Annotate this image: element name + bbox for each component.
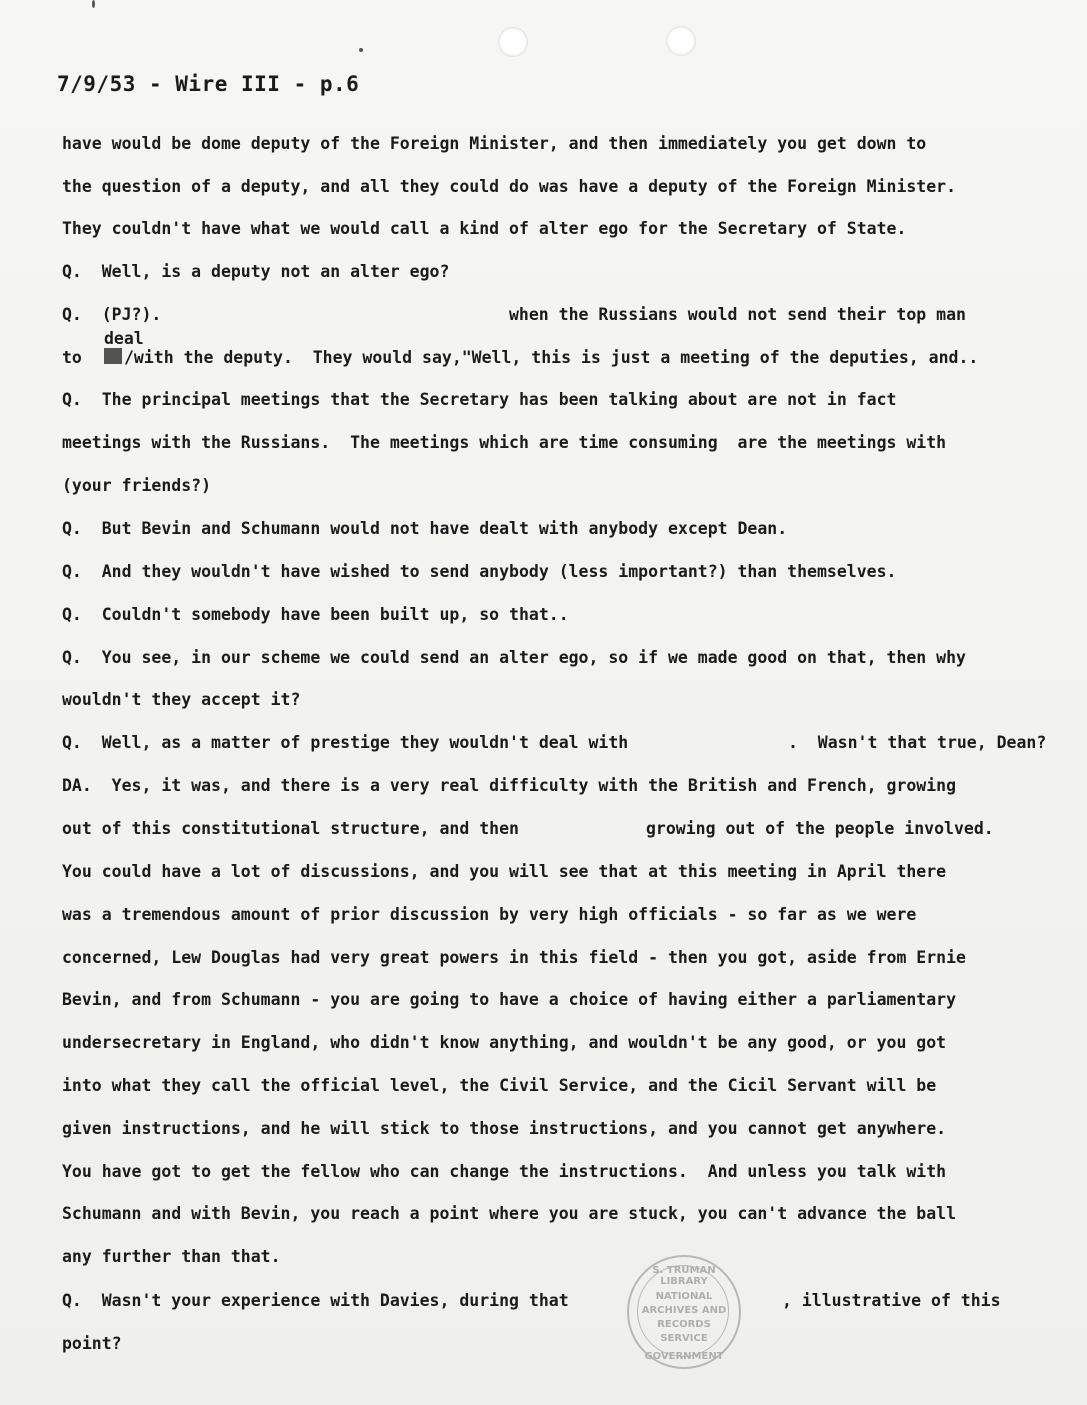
text-line: /with the deputy. They would say,"Well, this is just a meeting of the deputies, and.. (124, 348, 979, 367)
text-line: when the Russians would not send their top man (509, 305, 966, 324)
text-line: Q. The principal meetings that the Secretary has been talking about are not in fact (62, 390, 897, 409)
text-line: given instructions, and he will stick to those instructions, and you cannot get anywhere. (62, 1119, 947, 1138)
text-line: (your friends?) (62, 476, 212, 495)
text-line: Q. Couldn't somebody have been built up, so that.. (62, 605, 569, 624)
text-line: , illustrative of this (782, 1291, 1001, 1310)
text-line: into what they call the official level, the Civil Service, and the Cicil Servant will be (62, 1076, 937, 1095)
text-line: Q. But Bevin and Schumann would not have dealt with anybody except Dean. (62, 519, 788, 538)
text-line: undersecretary in England, who didn't know anything, and wouldn't be any good, or you got (62, 1033, 947, 1052)
stamp-text: NATIONAL (655, 1291, 713, 1302)
text-line: You have got to get the fellow who can change the instructions. And unless you talk with (62, 1162, 947, 1181)
text-line: Q. Well, as a matter of prestige they wouldn't deal with (62, 733, 629, 752)
ink-speck (359, 48, 363, 52)
text-line: to (62, 348, 82, 367)
text-line: was a tremendous amount of prior discussion by very high officials - so far as we were (62, 905, 917, 924)
text-line: You could have a lot of discussions, and you will see that at this meeting in April there (62, 862, 947, 881)
text-line: . Wasn't that true, Dean? (788, 733, 1047, 752)
stamp-text: ARCHIVES AND (641, 1305, 727, 1316)
text-line: Q. Well, is a deputy not an alter ego? (62, 262, 450, 281)
text-line: concerned, Lew Douglas had very great powers in this field - then you got, aside from Ernie (62, 948, 966, 967)
stamp-text: RECORDS (657, 1319, 711, 1330)
archive-stamp (627, 1255, 741, 1369)
text-line: wouldn't they accept it? (62, 690, 301, 709)
text-line: Q. (PJ?). (62, 305, 162, 324)
text-line: DA. Yes, it was, and there is a very real difficulty with the British and French, growing (62, 776, 957, 795)
punch-hole (666, 26, 696, 56)
text-line: the question of a deputy, and all they could do was have a deputy of the Foreign Minister. (62, 177, 957, 196)
ink-speck (92, 0, 95, 8)
interlinear-insertion: deal (104, 329, 144, 348)
strikeout-mark (104, 348, 122, 364)
stamp-text: S. TRUMAN LIBRARY (652, 1265, 716, 1287)
text-line: Q. And they wouldn't have wished to send anybody (less important?) than themselves. (62, 562, 897, 581)
text-line: Q. You see, in our scheme we could send an alter ego, so if we made good on that, then why (62, 648, 966, 667)
stamp-text: GOVERNMENT (644, 1351, 724, 1362)
punch-hole (498, 27, 528, 57)
text-line: out of this constitutional structure, and then (62, 819, 519, 838)
text-line: Schumann and with Bevin, you reach a point where you are stuck, you can't advance the ball (62, 1204, 957, 1223)
text-line: Bevin, and from Schumann - you are going to have a choice of having either a parliamentary (62, 990, 957, 1009)
text-line: Q. Wasn't your experience with Davies, during that (62, 1291, 569, 1310)
text-line: They couldn't have what we would call a kind of alter ego for the Secretary of State. (62, 219, 907, 238)
stamp-text: SERVICE (660, 1333, 708, 1344)
page-header: 7/9/53 - Wire III - p.6 (57, 72, 360, 96)
text-line: meetings with the Russians. The meetings which are time consuming are the meetings with (62, 433, 947, 452)
text-line: point? (62, 1334, 122, 1353)
text-line: any further than that. (62, 1247, 281, 1266)
text-line: growing out of the people involved. (646, 819, 994, 838)
text-line: have would be dome deputy of the Foreign Minister, and then immediately you get down to (62, 134, 927, 153)
